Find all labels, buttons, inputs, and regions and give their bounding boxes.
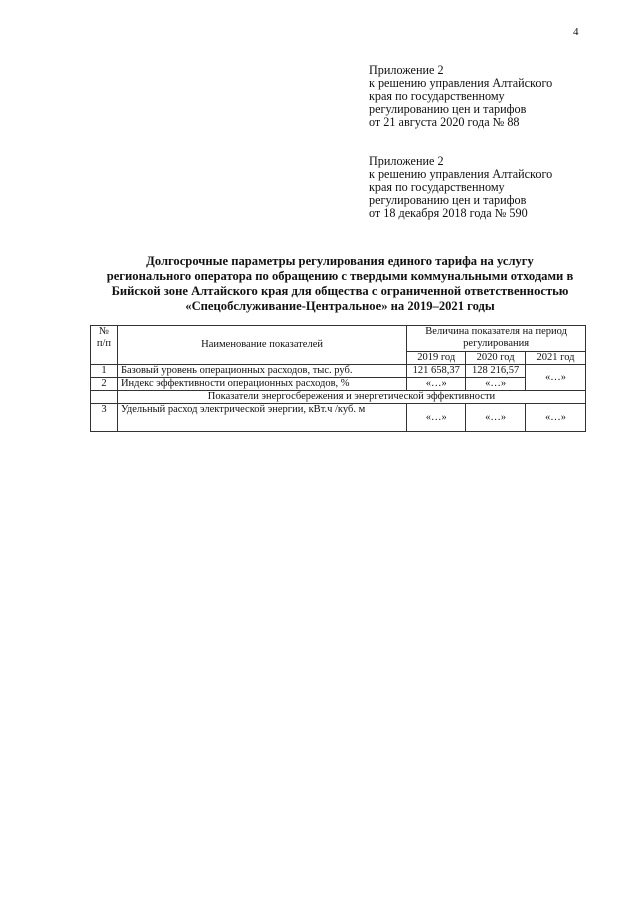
appendix-line: края по государственному [369,180,505,194]
appendix-current [369,64,552,129]
header-num: № п/п [91,326,118,365]
row-name: Базовый уровень операционных расходов, тыс. руб. [117,365,406,378]
table-row [91,378,586,391]
header-name: Наименование показателей [117,326,406,365]
section-row [91,391,586,404]
row-num: 1 [91,365,118,378]
row-num: 2 [91,378,118,391]
appendix-line: регулированию цен и тарифов [369,102,527,116]
row-value: 128 216,57 [466,365,526,378]
row-value: «…» [526,404,586,432]
appendix-line: Приложение 2 [369,154,444,168]
appendix-line: регулированию цен и тарифов [369,193,527,207]
appendix-line: края по государственному [369,89,505,103]
title-line: Бийской зоне Алтайского края для общества с ограниченной ответственностью [111,284,569,298]
row-value: 121 658,37 [407,365,466,378]
table-row [91,404,586,432]
parameters-table [90,325,586,432]
row-value: «…» [526,365,586,391]
appendix-line: от 18 декабря 2018 года № 590 [369,206,528,220]
appendix-line: к решению управления Алтайского [369,76,553,90]
header-year: 2020 год [466,352,526,365]
row-value: «…» [407,378,466,391]
empty-cell [91,391,118,404]
section-title: Показатели энергосбережения и энергетической эффективности [117,391,585,404]
title-line: Долгосрочные параметры регулирования единого тарифа на услугу [146,254,534,268]
row-value: «…» [466,404,526,432]
row-name: Удельный расход электрической энергии, кВт.ч /куб. м [117,404,406,432]
document-title [90,254,590,314]
row-value: «…» [407,404,466,432]
row-name: Индекс эффективности операционных расходов, % [117,378,406,391]
header-year: 2021 год [526,352,586,365]
title-line: регионального оператора по обращению с твердыми коммунальными отходами в [106,269,574,283]
title-line: «Спецобслуживание-Центральное» на 2019–2021 годы [185,299,495,313]
table-row [91,365,586,378]
appendix-line: от 21 августа 2020 года № 88 [369,115,520,129]
page-number: 4 [573,26,579,38]
row-num: 3 [91,404,118,432]
header-year: 2019 год [407,352,466,365]
appendix-original [369,155,552,220]
row-value: «…» [466,378,526,391]
appendix-line: Приложение 2 [369,63,444,77]
header-period: Величина показателя на период регулирования [407,326,586,352]
appendix-line: к решению управления Алтайского [369,167,553,181]
